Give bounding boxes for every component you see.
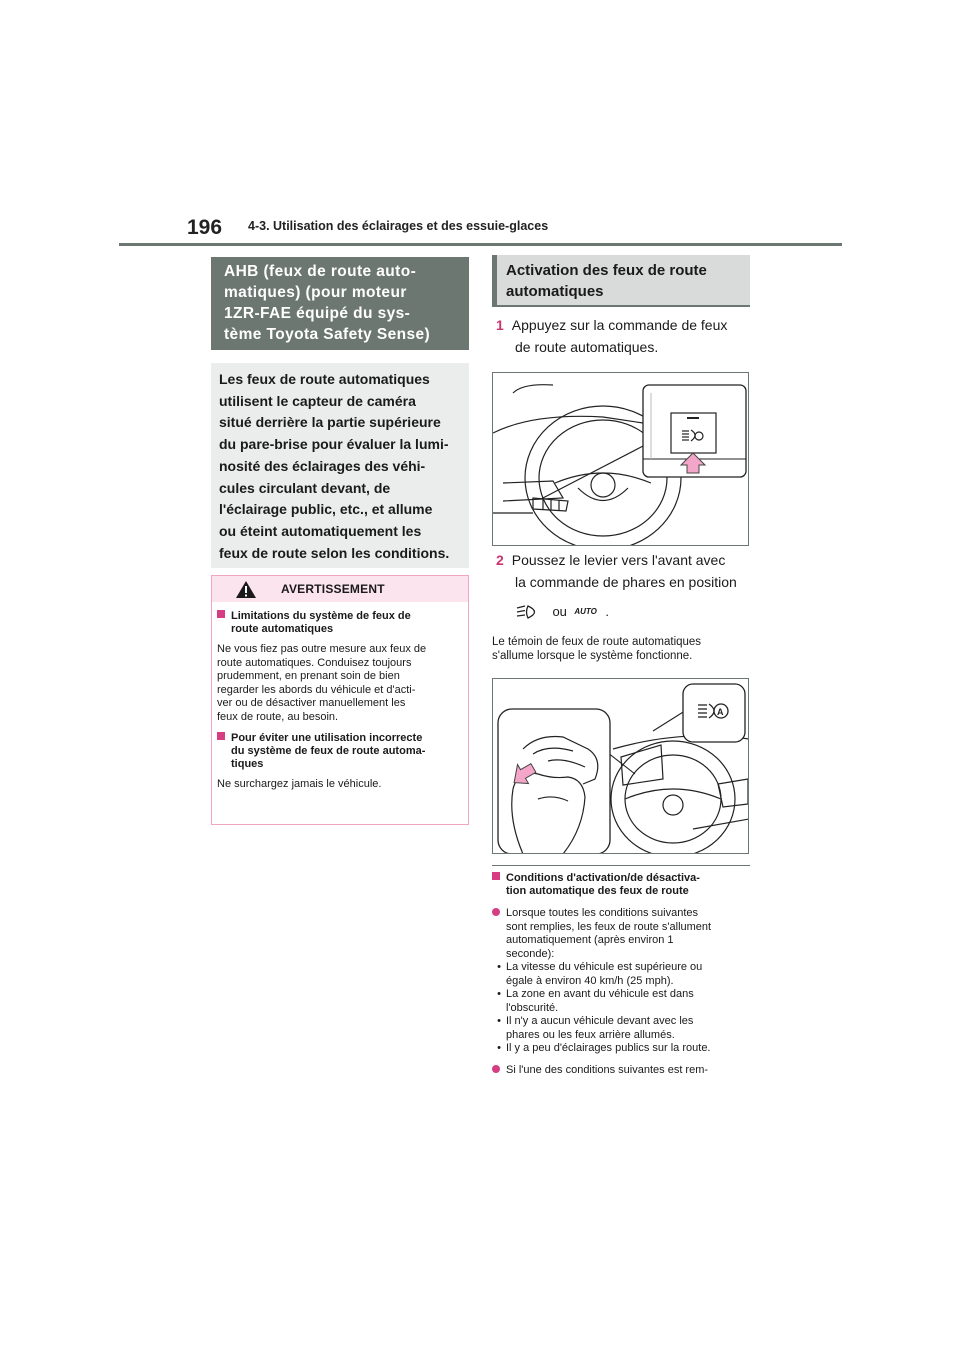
period: . <box>605 604 609 620</box>
warning-item-title-cont: route automatiques <box>231 623 334 635</box>
sub-item: • Il n'y a aucun véhicule devant avec les <box>497 1015 694 1027</box>
header-rule <box>119 243 842 246</box>
warning-item-title-cont: tiques <box>231 758 264 770</box>
intro-line: cules circulant devant, de <box>219 479 391 496</box>
step-number: 2 <box>496 552 504 568</box>
conditions-title-cont: tion automatique des feux de route <box>506 885 689 897</box>
round-bullet-icon <box>492 908 500 916</box>
warning-triangle-icon <box>235 580 257 599</box>
warning-box <box>211 575 469 825</box>
note-line: Le témoin de feux de route automatiques <box>492 636 702 648</box>
intro-line: ou éteint automatiquement les <box>219 522 422 539</box>
body-line: Ne surchargez jamais le véhicule. <box>217 778 382 790</box>
step-text: Appuyez sur la commande de feux <box>511 317 728 333</box>
sub-item-cont: égale à environ 40 km/h (25 mph). <box>506 974 674 987</box>
square-bullet-icon <box>492 872 500 880</box>
round-bullet-icon <box>492 1065 500 1073</box>
sub-item: • La vitesse du véhicule est supérieure ou <box>497 961 703 973</box>
lever-illustration <box>493 679 749 854</box>
intro-line: nosité des éclairages des véhi- <box>219 457 426 474</box>
page-number: 196 <box>187 216 223 239</box>
intro-line: l'éclairage public, etc., et allume <box>219 501 433 518</box>
bullet-item: Si l'une des conditions suivantes est rem- <box>492 1064 754 1078</box>
intro-line: utilisent le capteur de caméra <box>219 392 416 409</box>
square-bullet-icon <box>217 610 225 618</box>
indicator-note <box>492 636 754 663</box>
conditions-title: Conditions d'activation/de désactiva- <box>492 872 754 885</box>
warning-item-1 <box>217 610 462 792</box>
sub-item: • Il y a peu d'éclairages publics sur la route. <box>497 1042 711 1054</box>
bullet-line-cont: automatiquement (après environ 1 <box>506 934 674 946</box>
title-line: AHB (feux de route auto- <box>224 263 417 280</box>
warning-item-title-cont: du système de feux de route automa- <box>231 745 426 757</box>
step-1 <box>496 314 756 358</box>
body-line: Ne vous fiez pas outre mesure aux feux de <box>217 643 427 655</box>
dashboard-illustration <box>493 373 749 546</box>
intro-line: feux de route selon les conditions. <box>219 544 450 561</box>
body-line: ver ou de désactiver manuellement les <box>217 697 406 709</box>
warning-label: AVERTISSEMENT <box>281 582 385 596</box>
intro-line: Les feux de route automatiques <box>219 371 430 387</box>
bullet-line-cont: sont remplies, les feux de route s'allument <box>506 920 712 933</box>
ahb-intro-text <box>211 363 469 568</box>
bullet-item: Lorsque toutes les conditions suivantes <box>492 907 754 921</box>
body-line: route automatiques. Conduisez toujours <box>217 656 412 669</box>
sub-item-cont: l'obscurité. <box>506 1001 559 1014</box>
section-rule <box>492 865 750 866</box>
title-line: Activation des feux de route <box>506 262 707 279</box>
square-bullet-icon <box>217 732 225 740</box>
title-line: automatiques <box>506 283 604 300</box>
auto-icon: AUTO <box>574 607 597 617</box>
sub-item: • La zone en avant du véhicule est dans <box>497 988 694 1000</box>
headlight-icon <box>515 604 543 620</box>
title-line: 1ZR-FAE équipé du sys- <box>224 305 411 322</box>
warning-item-title: Limitations du système de feux de <box>217 610 462 623</box>
body-line: feux de route, au besoin. <box>217 710 339 723</box>
ahb-section-title <box>211 257 469 350</box>
svg-text:A: A <box>717 707 724 717</box>
intro-line: situé derrière la partie supérieure <box>219 414 441 431</box>
step-text-cont: la commande de phares en position <box>515 574 737 590</box>
figure-lever-push <box>492 678 749 854</box>
title-line: tème Toyota Safety Sense) <box>224 326 431 343</box>
warning-item-title: Pour éviter une utilisation incorrecte <box>217 732 462 745</box>
section-running-head: 4-3. Utilisation des éclairages et des essuie-glaces <box>248 219 549 233</box>
figure-switch-location <box>492 372 749 546</box>
step-number: 1 <box>496 317 504 333</box>
intro-line: du pare-brise pour évaluer la lumi- <box>219 436 449 453</box>
sub-item-cont: phares ou les feux arrière allumés. <box>506 1028 675 1041</box>
body-line: prudemment, en prenant soin de bien <box>217 670 400 682</box>
conditions-section <box>492 872 754 1077</box>
title-line: matiques) (pour moteur <box>224 284 407 301</box>
step-text: Poussez le levier vers l'avant avec <box>511 552 726 568</box>
bullet-line-cont: seconde): <box>506 947 555 960</box>
step-text-cont: de route automatiques. <box>515 339 659 355</box>
or-text: ou <box>552 604 567 620</box>
note-line: s'allume lorsque le système fonctionne. <box>492 649 693 662</box>
activation-section-title <box>492 255 750 307</box>
step-2 <box>496 549 756 593</box>
headlight-position-line <box>515 603 609 621</box>
body-line: regarder les abords du véhicule et d'acti- <box>217 683 416 696</box>
